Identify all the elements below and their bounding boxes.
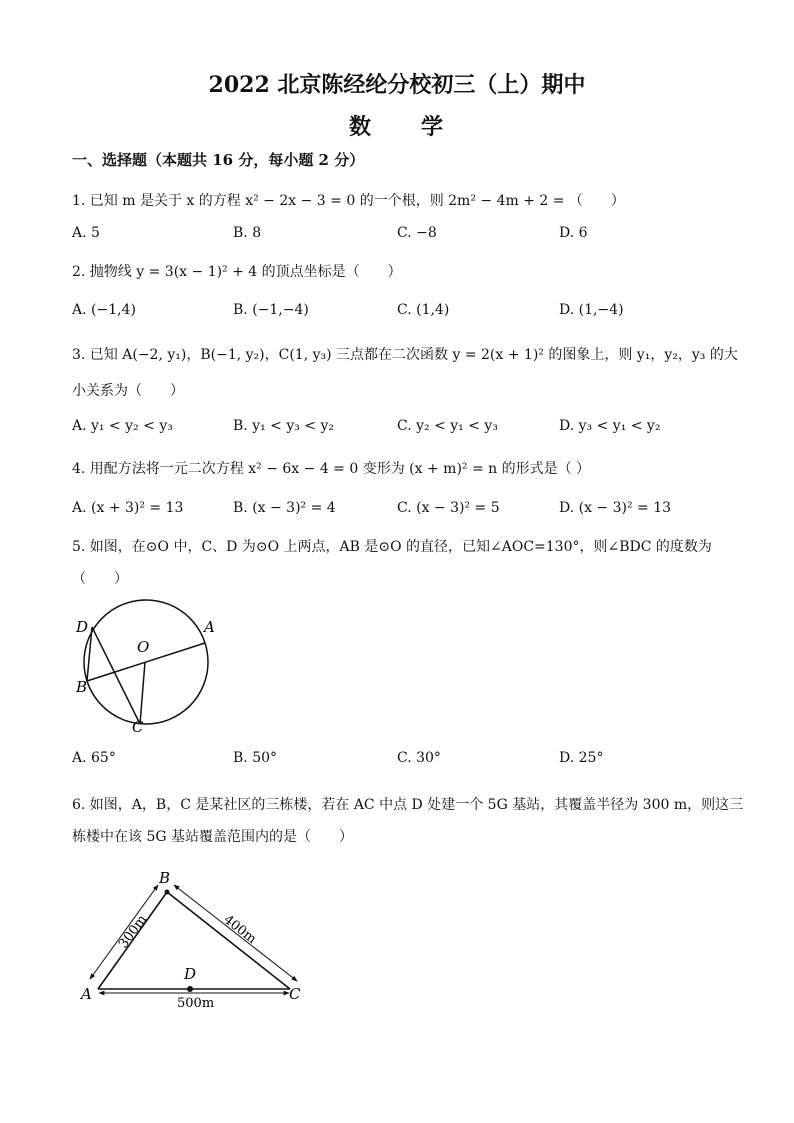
question-5-stem-cont: （ ） [72, 571, 128, 587]
question-6-stem: 6. 如图，A，B，C 是某社区的三栋楼，若在 AC 中点 D 处建一个 5G 基站，其覆盖半径为 300 m，则这三 [72, 797, 744, 813]
q1-option-d: D. 6 [559, 225, 588, 241]
question-6-stem-cont: 栋楼中在该 5G 基站覆盖范围内的是（ ） [72, 829, 353, 845]
q3-option-a: A. y₁ < y₂ < y₃ [72, 418, 173, 434]
q1-option-a: A. 5 [72, 225, 100, 241]
q3-option-c: C. y₂ < y₁ < y₃ [397, 418, 498, 434]
q4-option-d: D. (x − 3)² = 13 [559, 500, 672, 516]
label-a: A [81, 985, 92, 1003]
q4-option-a: A. (x + 3)² = 13 [72, 500, 184, 516]
q2-option-a: A. (−1,4) [72, 302, 136, 318]
point-b [165, 890, 170, 895]
q1-option-c: C. −8 [397, 225, 437, 241]
point-d [187, 986, 193, 992]
segment-dc [92, 627, 140, 724]
label-300m: 300m [116, 912, 151, 952]
q3-option-d: D. y₃ < y₁ < y₂ [559, 418, 661, 434]
q5-option-b: B. 50° [233, 750, 278, 766]
q3-option-b: B. y₁ < y₃ < y₂ [233, 418, 335, 434]
label-500m: 500m [177, 996, 215, 1011]
question-2-stem: 2. 抛物线 y = 3(x − 1)² + 4 的顶点坐标是（ ） [72, 264, 402, 280]
label-a: A [204, 618, 215, 636]
q5-option-a: A. 65° [72, 750, 116, 766]
page-title: 2022 北京陈经纶分校初三（上）期中 [208, 72, 586, 98]
q4-option-c: C. (x − 3)² = 5 [397, 500, 500, 516]
label-c: C [132, 718, 144, 736]
question-3-stem-cont: 小关系为（ ） [72, 383, 184, 399]
q1-option-b: B. 8 [233, 225, 262, 241]
q5-option-c: C. 30° [397, 750, 441, 766]
label-d: D [184, 965, 197, 983]
question-3-stem: 3. 已知 A(−2, y₁)，B(−1, y₂)，C(1, y₃) 三点都在二次函数 y = 2(x + 1)² 的图象上，则 y₁，y₂，y₃ 的大 [72, 347, 738, 363]
label-c: C [289, 985, 301, 1003]
q2-option-c: C. (1,4) [397, 302, 450, 318]
segment-oc [140, 662, 145, 724]
label-d: D [76, 618, 89, 636]
q2-option-d: D. (1,−4) [559, 302, 624, 318]
q4-option-b: B. (x − 3)² = 4 [233, 500, 336, 516]
section-heading: 一、选择题（本题共 16 分，每小题 2 分） [72, 151, 365, 169]
circle-figure [70, 590, 230, 740]
q2-option-b: B. (−1,−4) [233, 302, 309, 318]
label-b: B [76, 678, 88, 696]
triangle-figure [75, 865, 315, 1015]
q5-option-d: D. 25° [559, 750, 604, 766]
label-b: B [159, 869, 171, 887]
question-5-stem: 5. 如图，在⊙O 中，C、D 为⊙O 上两点，AB 是⊙O 的直径，已知∠AOC=130°，则∠BDC 的度数为 [72, 539, 712, 555]
question-4-stem: 4. 用配方法将一元二次方程 x² − 6x − 4 = 0 变形为 (x + m)² = n 的形式是（ ） [72, 461, 591, 477]
subject-title: 数 学 [348, 114, 445, 140]
label-400m: 400m [220, 912, 260, 948]
question-1-stem: 1. 已知 m 是关于 x 的方程 x² − 2x − 3 = 0 的一个根，则 2m² − 4m + 2 = （ ） [72, 193, 625, 209]
label-o: O [137, 638, 150, 656]
